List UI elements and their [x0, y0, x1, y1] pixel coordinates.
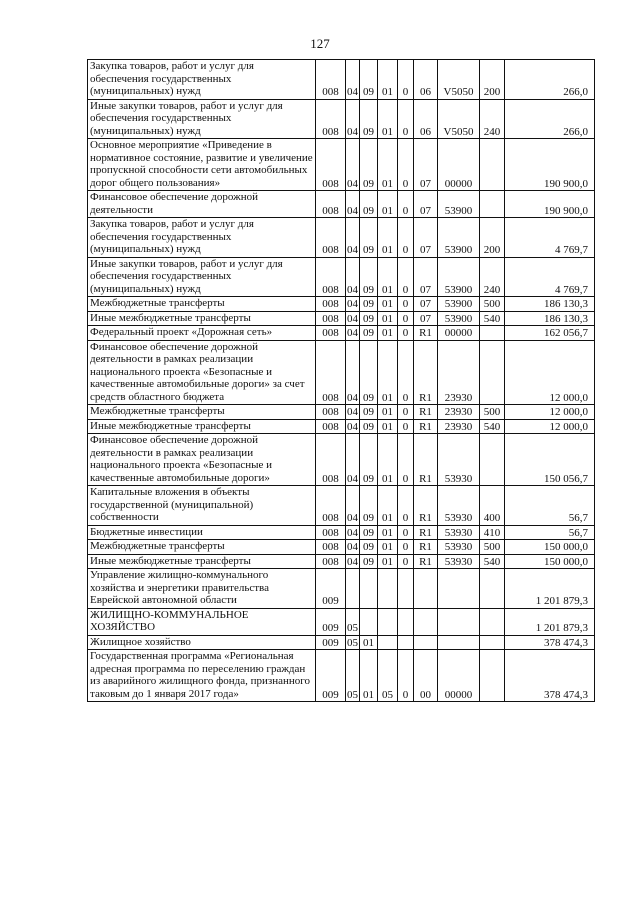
amount: 186 130,3 [505, 297, 595, 312]
direction-code [438, 608, 480, 635]
subprogram-code: 0 [398, 257, 414, 297]
row-name: Федеральный проект «Дорожная сеть» [88, 326, 316, 341]
row-name: ЖИЛИЩНО-КОММУНАЛЬНОЕ ХОЗЯЙСТВО [88, 608, 316, 635]
amount: 186 130,3 [505, 311, 595, 326]
section-code [346, 569, 360, 609]
event-code [414, 569, 438, 609]
admin-code: 008 [316, 257, 346, 297]
direction-code: V5050 [438, 60, 480, 100]
event-code: R1 [414, 525, 438, 540]
direction-code: 53900 [438, 297, 480, 312]
program-code: 01 [378, 486, 398, 526]
subprogram-code [398, 569, 414, 609]
subsection-code: 09 [360, 139, 378, 191]
subprogram-code [398, 635, 414, 650]
program-code: 01 [378, 297, 398, 312]
direction-code: 23930 [438, 340, 480, 405]
program-code: 01 [378, 326, 398, 341]
expense-type-code [480, 569, 505, 609]
row-name: Иные межбюджетные трансферты [88, 554, 316, 569]
section-code: 04 [347, 526, 358, 539]
subprogram-code: 0 [398, 525, 414, 540]
amount: 56,7 [505, 486, 595, 526]
section-code: 04 [346, 60, 360, 100]
table-row [88, 540, 595, 555]
admin-code: 008 [316, 525, 346, 540]
admin-code: 008 [316, 311, 346, 326]
table-row [88, 99, 595, 139]
expense-type-code [480, 650, 505, 702]
row-name: Финансовое обеспечение дорожной деятельности в рамках реализации национального проекта «Безопасные и качественные автомобильные дороги» за счет средств областного бюджета [88, 340, 316, 405]
amount: 150 000,0 [505, 540, 595, 555]
program-code: 01 [378, 99, 398, 139]
row-name: Закупка товаров, работ и услуг для обеспечения государственных (муниципальных) нужд [88, 60, 316, 100]
event-code: 06 [414, 60, 438, 100]
program-code: 01 [378, 139, 398, 191]
subprogram-code: 0 [398, 191, 414, 218]
subprogram-code [398, 608, 414, 635]
subprogram-code: 0 [398, 405, 414, 420]
table-row [88, 486, 595, 526]
event-code: 07 [414, 257, 438, 297]
expense-type-code [480, 191, 505, 218]
event-code: 07 [414, 218, 438, 258]
subprogram-code: 0 [398, 434, 414, 486]
program-code: 01 [378, 554, 398, 569]
expense-type-code: 400 [480, 486, 505, 526]
admin-code: 008 [316, 297, 346, 312]
row-name: Финансовое обеспечение дорожной деятельности [88, 191, 316, 218]
subprogram-code: 0 [398, 554, 414, 569]
row-name: Капитальные вложения в объекты государственной (муниципальной) собственности [88, 486, 316, 526]
program-code: 01 [378, 311, 398, 326]
direction-code: 53900 [438, 218, 480, 258]
amount: 4 769,7 [505, 257, 595, 297]
budget-table [87, 59, 595, 702]
subprogram-code: 0 [398, 99, 414, 139]
table-row [88, 608, 595, 635]
subprogram-code: 0 [398, 326, 414, 341]
admin-code: 008 [316, 405, 346, 420]
section-code: 04 [346, 218, 360, 258]
amount: 378 474,3 [505, 635, 595, 650]
direction-code: 00000 [438, 139, 480, 191]
row-name: Основное мероприятие «Приведение в нормативное состояние, развитие и увеличение пропускной способности сети автомобильных дорог общего пользования» [88, 139, 316, 191]
expense-type-code: 410 [480, 525, 505, 540]
direction-code: V5050 [438, 99, 480, 139]
program-code [378, 608, 398, 635]
subsection-code [360, 569, 378, 609]
amount: 12 000,0 [505, 340, 595, 405]
program-code: 01 [378, 257, 398, 297]
subsection-code: 09 [360, 218, 378, 258]
amount: 4 769,7 [505, 218, 595, 258]
direction-code: 53930 [438, 554, 480, 569]
amount: 56,7 [505, 525, 595, 540]
direction-code [438, 569, 480, 609]
direction-code: 53900 [438, 257, 480, 297]
event-code: 07 [414, 311, 438, 326]
table-row [88, 635, 595, 650]
admin-code: 008 [316, 60, 346, 100]
admin-code: 008 [316, 419, 346, 434]
event-code: 07 [414, 139, 438, 191]
program-code [378, 569, 398, 609]
subprogram-code: 0 [398, 311, 414, 326]
subsection-code: 09 [360, 434, 378, 486]
row-name: Государственная программа «Региональная адресная программа по переселению граждан из аварийного жилищного фонда, признанного таковым до 1 января 2017 года» [88, 650, 316, 702]
section-code: 04 [346, 257, 360, 297]
table-row [88, 311, 595, 326]
subprogram-code: 0 [398, 419, 414, 434]
expense-type-code: 500 [480, 405, 505, 420]
expense-type-code [480, 635, 505, 650]
row-name: Финансовое обеспечение дорожной деятельности в рамках реализации национального проекта «Безопасные и качественные автомобильные дороги» [88, 434, 316, 486]
expense-type-code: 500 [480, 297, 505, 312]
section-code: 04 [346, 340, 360, 405]
row-name: Иные закупки товаров, работ и услуг для обеспечения государственных (муниципальных) нужд [88, 257, 316, 297]
expense-type-code [480, 139, 505, 191]
direction-code: 53900 [438, 191, 480, 218]
table-row [88, 326, 595, 341]
admin-code: 008 [316, 139, 346, 191]
subsection-code: 09 [360, 60, 378, 100]
program-code: 01 [378, 340, 398, 405]
amount: 190 900,0 [505, 139, 595, 191]
row-name: Межбюджетные трансферты [88, 540, 316, 555]
table-row [88, 257, 595, 297]
row-name: Закупка товаров, работ и услуг для обеспечения государственных (муниципальных) нужд [88, 218, 316, 258]
admin-code: 008 [316, 191, 346, 218]
amount: 150 056,7 [505, 434, 595, 486]
subsection-code: 09 [360, 419, 378, 434]
direction-code: 53900 [438, 311, 480, 326]
table-row [88, 650, 595, 702]
event-code: 06 [414, 99, 438, 139]
row-name: Жилищное хозяйство [88, 635, 316, 650]
direction-code: 23930 [438, 405, 480, 420]
section-code: 04 [347, 541, 358, 553]
subprogram-code: 0 [398, 650, 414, 702]
section-code: 04 [346, 191, 360, 218]
subprogram-code: 0 [398, 60, 414, 100]
amount: 266,0 [505, 99, 595, 139]
page-number: 127 [310, 36, 330, 51]
admin-code: 008 [316, 99, 346, 139]
direction-code: 53930 [438, 525, 480, 540]
admin-code: 008 [316, 486, 346, 526]
admin-code: 008 [316, 434, 346, 486]
program-code: 01 [378, 540, 398, 555]
admin-code: 008 [316, 554, 346, 569]
section-code: 04 [346, 486, 360, 526]
program-code: 01 [378, 405, 398, 420]
direction-code: 00000 [438, 326, 480, 341]
event-code: R1 [414, 405, 438, 420]
amount: 1 201 879,3 [505, 608, 595, 635]
amount: 190 900,0 [505, 191, 595, 218]
expense-type-code: 540 [480, 419, 505, 434]
section-code: 04 [346, 434, 360, 486]
subsection-code: 09 [360, 191, 378, 218]
amount: 12 000,0 [505, 405, 595, 420]
expense-type-code: 540 [480, 311, 505, 326]
amount: 1 201 879,3 [505, 569, 595, 609]
admin-code: 009 [316, 650, 346, 702]
event-code: 07 [414, 297, 438, 312]
section-code: 04 [347, 420, 358, 433]
program-code: 01 [378, 419, 398, 434]
section-code: 04 [346, 139, 360, 191]
subprogram-code: 0 [398, 340, 414, 405]
section-code: 04 [347, 298, 358, 310]
subprogram-code: 0 [398, 297, 414, 312]
table-row [88, 60, 595, 100]
event-code: R1 [414, 554, 438, 569]
direction-code: 53930 [438, 486, 480, 526]
table-row [88, 419, 595, 434]
admin-code: 009 [316, 635, 346, 650]
admin-code: 008 [316, 540, 346, 555]
amount: 266,0 [505, 60, 595, 100]
row-name: Бюджетные инвестиции [88, 525, 316, 540]
admin-code: 008 [316, 218, 346, 258]
expense-type-code: 540 [480, 554, 505, 569]
row-name: Управление жилищно-коммунального хозяйства и энергетики правительства Еврейской автономной области [88, 569, 316, 609]
section-code: 05 [347, 636, 358, 649]
admin-code: 008 [316, 326, 346, 341]
table-row [88, 191, 595, 218]
row-name: Межбюджетные трансферты [88, 297, 316, 312]
expense-type-code: 500 [480, 540, 505, 555]
subprogram-code: 0 [398, 139, 414, 191]
subsection-code: 01 [360, 635, 378, 650]
expense-type-code [480, 434, 505, 486]
admin-code: 009 [316, 608, 346, 635]
expense-type-code: 200 [480, 218, 505, 258]
subsection-code: 09 [360, 554, 378, 569]
amount: 12 000,0 [505, 419, 595, 434]
subsection-code: 09 [360, 405, 378, 420]
expense-type-code [480, 326, 505, 341]
row-name: Иные межбюджетные трансферты [88, 311, 316, 326]
event-code [414, 635, 438, 650]
table-row [88, 569, 595, 609]
event-code: 00 [414, 650, 438, 702]
expense-type-code: 240 [480, 257, 505, 297]
subsection-code: 09 [360, 326, 378, 341]
table-row [88, 434, 595, 486]
subsection-code: 09 [360, 540, 378, 555]
program-code: 01 [378, 434, 398, 486]
section-code: 05 [346, 608, 360, 635]
table-row [88, 525, 595, 540]
table-row [88, 554, 595, 569]
event-code: R1 [414, 540, 438, 555]
program-code: 01 [378, 525, 398, 540]
program-code: 01 [378, 191, 398, 218]
event-code: R1 [414, 486, 438, 526]
subsection-code: 09 [360, 340, 378, 405]
section-code: 04 [346, 99, 360, 139]
row-name: Иные закупки товаров, работ и услуг для обеспечения государственных (муниципальных) нужд [88, 99, 316, 139]
direction-code: 53930 [438, 540, 480, 555]
direction-code: 53930 [438, 434, 480, 486]
subsection-code: 09 [360, 486, 378, 526]
amount: 162 056,7 [505, 326, 595, 341]
expense-type-code [480, 608, 505, 635]
subprogram-code: 0 [398, 540, 414, 555]
expense-type-code [480, 340, 505, 405]
program-code: 05 [378, 650, 398, 702]
admin-code: 009 [316, 569, 346, 609]
subsection-code: 09 [360, 297, 378, 312]
section-code: 04 [347, 406, 358, 418]
expense-type-code: 200 [480, 60, 505, 100]
event-code: R1 [414, 326, 438, 341]
expense-type-code: 240 [480, 99, 505, 139]
table-row [88, 405, 595, 420]
section-code: 05 [346, 650, 360, 702]
table-row [88, 139, 595, 191]
table-row [88, 218, 595, 258]
table-row [88, 297, 595, 312]
event-code: R1 [414, 419, 438, 434]
subsection-code: 01 [360, 650, 378, 702]
section-code: 04 [347, 327, 358, 339]
subsection-code [360, 608, 378, 635]
program-code: 01 [378, 60, 398, 100]
event-code: R1 [414, 434, 438, 486]
table-row [88, 340, 595, 405]
admin-code: 008 [316, 340, 346, 405]
subprogram-code: 0 [398, 486, 414, 526]
program-code: 01 [378, 218, 398, 258]
amount: 150 000,0 [505, 554, 595, 569]
direction-code [438, 635, 480, 650]
subsection-code: 09 [360, 525, 378, 540]
subprogram-code: 0 [398, 218, 414, 258]
direction-code: 23930 [438, 419, 480, 434]
section-code: 04 [347, 312, 358, 325]
row-name: Иные межбюджетные трансферты [88, 419, 316, 434]
program-code [378, 635, 398, 650]
amount: 378 474,3 [505, 650, 595, 702]
section-code: 04 [347, 555, 358, 568]
direction-code: 00000 [438, 650, 480, 702]
row-name: Межбюджетные трансферты [88, 405, 316, 420]
subsection-code: 09 [360, 257, 378, 297]
subsection-code: 09 [360, 99, 378, 139]
event-code [414, 608, 438, 635]
event-code: R1 [414, 340, 438, 405]
subsection-code: 09 [360, 311, 378, 326]
event-code: 07 [414, 191, 438, 218]
